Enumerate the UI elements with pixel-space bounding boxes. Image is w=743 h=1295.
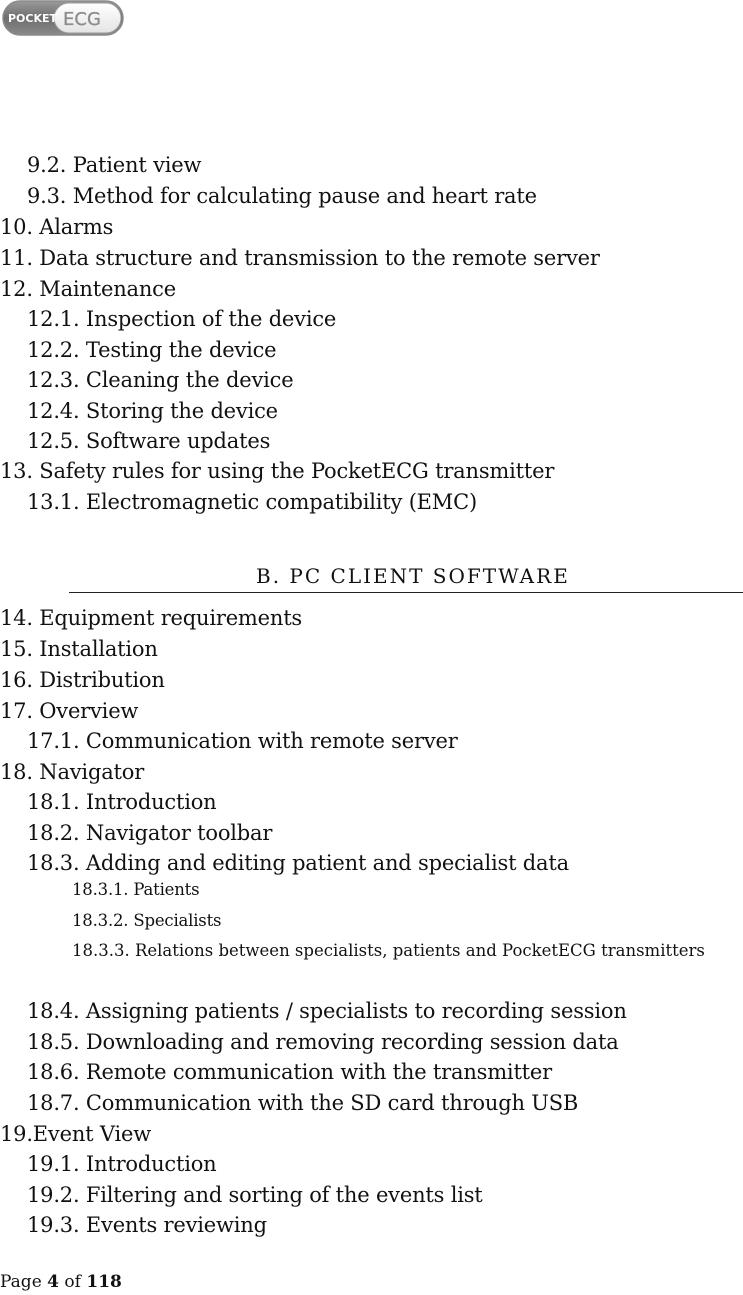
page-label: Page [0, 1272, 42, 1292]
toc-entry-18-4: 18.4. Assigning patients / specialists to recording session [27, 999, 627, 1023]
toc-entry-12-3: 12.3. Cleaning the device [27, 368, 294, 392]
page-total: 118 [86, 1272, 122, 1292]
toc-entry-11: 11. Data structure and transmission to the remote server [0, 246, 600, 270]
pocketecg-logo-graphic [2, 0, 124, 37]
page-footer [0, 1272, 122, 1292]
toc-entry-12-1: 12.1. Inspection of the device [27, 307, 337, 331]
toc-entry-13: 13. Safety rules for using the PocketECG transmitter [0, 459, 555, 483]
page-number: 4 [47, 1272, 60, 1292]
section-b-title: B. PC CLIENT SOFTWARE [256, 564, 570, 588]
logo-word-pocket: POCKET [8, 12, 58, 25]
toc-entry-9-3: 9.3. Method for calculating pause and heart rate [27, 184, 537, 208]
toc-entry-9-2: 9.2. Patient view [27, 153, 202, 177]
toc-entry-18-2: 18.2. Navigator toolbar [27, 821, 273, 845]
of-label: of [64, 1272, 81, 1292]
toc-entry-12-5: 12.5. Software updates [27, 429, 271, 453]
toc-entry-18: 18. Navigator [0, 760, 145, 784]
toc-entry-19-1: 19.1. Introduction [27, 1152, 217, 1176]
toc-entry-18-1: 18.1. Introduction [27, 790, 217, 814]
toc-entry-12-2: 12.2. Testing the device [27, 338, 277, 362]
toc-entry-19: 19.Event View [0, 1122, 151, 1146]
toc-entry-13-1: 13.1. Electromagnetic compatibility (EMC) [27, 490, 477, 514]
toc-entry-18-5: 18.5. Downloading and removing recording session data [27, 1030, 619, 1054]
toc-entry-18-3: 18.3. Adding and editing patient and specialist data [27, 851, 569, 875]
toc-entry-18-6: 18.6. Remote communication with the transmitter [27, 1060, 552, 1084]
toc-entry-12: 12. Maintenance [0, 277, 176, 301]
toc-entry-10: 10. Alarms [0, 215, 114, 239]
toc-entry-18-3-2: 18.3.2. Specialists [72, 911, 222, 930]
toc-entry-16: 16. Distribution [0, 668, 165, 692]
toc-entry-18-3-1: 18.3.1. Patients [72, 880, 200, 899]
toc-entry-18-7: 18.7. Communication with the SD card through USB [27, 1091, 579, 1115]
toc-entry-12-4: 12.4. Storing the device [27, 399, 278, 423]
pocketecg-logo [2, 0, 124, 37]
toc-entry-14: 14. Equipment requirements [0, 606, 303, 630]
logo-word-ecg: ECG [63, 9, 101, 30]
toc-entry-19-3: 19.3. Events reviewing [27, 1213, 267, 1237]
toc-entry-18-3-3: 18.3.3. Relations between specialists, patients and PocketECG transmitters [72, 941, 705, 960]
toc-entry-17: 17. Overview [0, 699, 139, 723]
toc-entry-19-2: 19.2. Filtering and sorting of the events list [27, 1183, 483, 1207]
toc-entry-15: 15. Installation [0, 637, 158, 661]
section-b-heading [69, 562, 743, 593]
toc-entry-17-1: 17.1. Communication with remote server [27, 729, 458, 753]
